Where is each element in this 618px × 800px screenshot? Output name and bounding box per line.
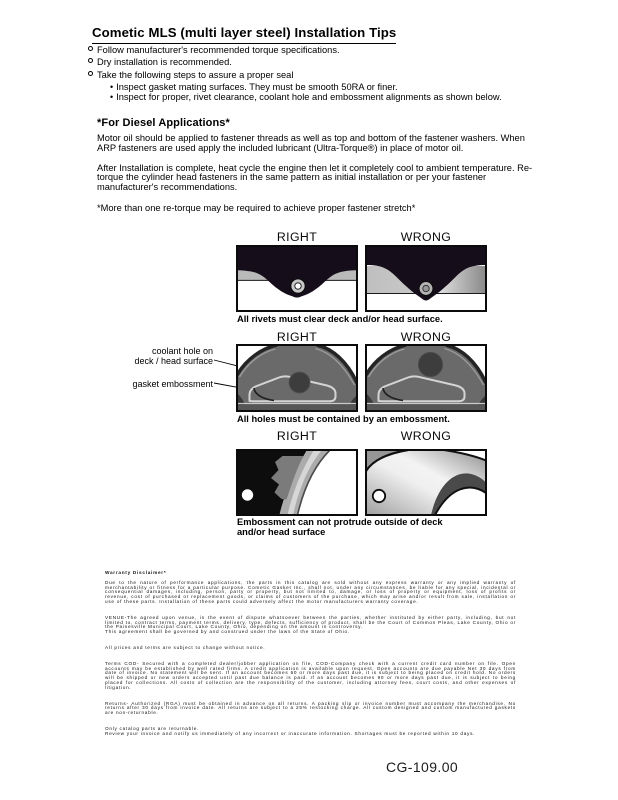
bullet-item: Follow manufacturer's recommended torque specifications.	[88, 45, 340, 55]
warranty-paragraph: Due to the nature of performance applications, the parts in this catalog are sold without any express warranty or any implied warranty of merchantability or fitness for a particular purpose. Cometic Gasket Inc., shall not, under any circumstances, be liable for any special, incidental or consequential damages, including, person, party or property, but not limited to, damage, or loss of property or equipment, loss of profits or revenue, cost of purchased or replacement goods, or claims of customers of the purchase, which may arise and/or result from sale, installation or use of these parts. Installation of these parts could adversely affect the motor manufacturers warranty coverage.	[105, 579, 516, 604]
wrong-label: WRONG	[400, 230, 452, 244]
diagram-deck-right	[236, 449, 358, 516]
page-number: CG-109.00	[386, 759, 459, 775]
warranty-paragraph: Only catalog parts are returnable.	[105, 725, 200, 731]
row3-caption-line2: and/or head surface	[237, 526, 326, 537]
diagram-deck-wrong	[365, 449, 487, 516]
open-bullet-icon	[88, 71, 93, 76]
right-label: RIGHT	[276, 330, 318, 344]
row2-caption: All holes must be contained by an embossment.	[237, 413, 450, 424]
right-label: RIGHT	[276, 230, 318, 244]
diesel-note: *More than one re-torque may be required to achieve proper fastener stretch*	[97, 203, 416, 213]
annotation-coolant-hole-line1: coolant hole on	[151, 345, 213, 356]
diagram-rivet-right	[236, 245, 358, 312]
diagram-rivet-wrong	[365, 245, 487, 312]
warranty-paragraph: Terms COD- Secured with a completed dealer/jobber application on file, COD-Company check with a current credit card number on file. Open accounts may be established by well rated firms. A credit application is available upon request. Open accounts are due payable Net 30 days from date of invoice. No statement will be sent. If an account becomes 60 or more days past due, it is subject to being placed on credit hold. No orders will be shipped or new orders accepted until past due balance is paid. If an account becomes 90 or more days past due, it is subject to being placed for collections. All costs of collection are the responsibility of the customer, including attorney fees, court costs, and other expenses of litigation.	[105, 660, 516, 690]
diagram-embossment-wrong	[365, 344, 487, 412]
coolant-hole	[419, 353, 443, 377]
warranty-paragraph: Returns- Authorized (RGA) must be obtained in advance on all returns. A packing slip or invoice number must accompany the merchandise. No returns after 30 days from invoice date. All returns are subject to a 25% restocking charge. All custom designed and custom manufactured gaskets are non-returnable.	[105, 700, 516, 716]
warranty-paragraph: This agreement shall be governed by and construed under the laws of the State of Ohio.	[105, 629, 350, 635]
diesel-heading: *For Diesel Applications*	[97, 117, 230, 129]
filled-bullet-icon: •	[110, 92, 114, 102]
wrong-label: WRONG	[400, 429, 452, 443]
warranty-paragraph: All prices and terms are subject to change without notice.	[105, 644, 266, 650]
coolant-hole	[289, 372, 310, 393]
bolt-hole	[373, 490, 385, 502]
annotation-gasket-embossment: gasket embossment	[132, 378, 213, 389]
warranty-heading: Warranty Disclaimer*	[105, 570, 167, 575]
warranty-disclaimer	[105, 571, 516, 748]
sub-bullet-item: • Inspect gasket mating surfaces. They must be smooth 50RA or finer.	[110, 82, 398, 92]
wrong-label: WRONG	[400, 330, 452, 344]
right-label: RIGHT	[276, 429, 318, 443]
sub-bullet-item: • Inspect for proper, rivet clearance, coolant hole and embossment alignments as shown below.	[110, 92, 502, 102]
row1-caption: All rivets must clear deck and/or head surface.	[237, 313, 443, 324]
diagram-embossment-right	[236, 344, 358, 412]
warranty-paragraph: VENUE-The agreed upon venue, in the event of dispute whatsoever between the parties, whether instituted by either party, including, but not limited to, contract terms, payment terms, delivery, type, defects, sufficiency of product, shall be the Court of Common Pleas, Lake County, Ohio or the Painesville Municipal Court, Lake County, Ohio, depending on the amount in controversy.	[105, 614, 516, 630]
page-title: Cometic MLS (multi layer steel) Installation Tips	[92, 25, 396, 44]
open-bullet-icon	[88, 46, 93, 51]
diesel-paragraph-2: After Installation is complete, heat cycle the engine then let it completely cool to ambient temperature. Re-torque the cylinder head fasteners in the same pattern as initial installation or per your fastener manufacturer's recommendations.	[97, 162, 533, 193]
filled-bullet-icon: •	[110, 82, 114, 92]
open-bullet-icon	[88, 58, 93, 63]
annotation-coolant-hole-line2: deck / head surface	[134, 355, 213, 366]
bolt-hole	[242, 489, 253, 500]
warranty-paragraph: Review your invoice and notify us immediately of any incorrect or inaccurate information. Shortages must be reported within 10 days.	[105, 730, 476, 736]
row3-caption-line1: Embossment can not protrude outside of deck	[237, 516, 443, 527]
bullet-item: Take the following steps to assure a proper seal	[88, 70, 293, 80]
diesel-paragraph-1: Motor oil should be applied to fastener threads as well as top and bottom of the fastener washers. When ARP fasteners are used apply the included lubricant (Ultra-Torque®) in place of motor oil.	[97, 133, 525, 153]
bullet-item: Dry installation is recommended.	[88, 57, 232, 67]
